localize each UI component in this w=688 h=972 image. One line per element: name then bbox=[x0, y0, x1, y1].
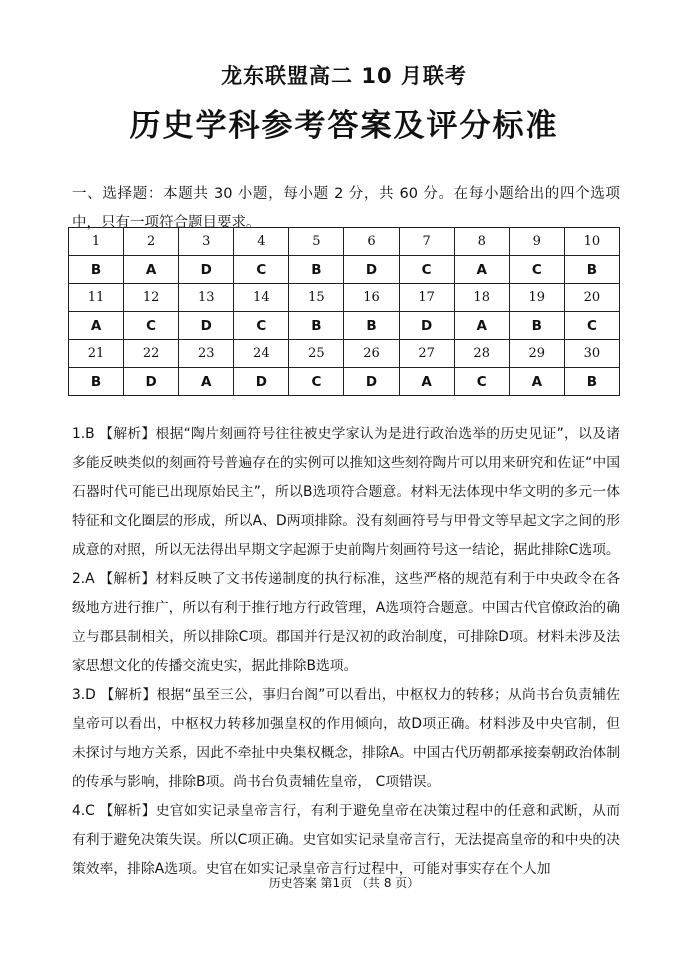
answer-table bbox=[68, 227, 620, 396]
question-number-cell: 10 bbox=[564, 228, 619, 256]
answer-cell: B bbox=[69, 256, 124, 284]
answer-cell: B bbox=[564, 256, 619, 284]
question-number-cell: 23 bbox=[179, 340, 234, 368]
answer-cell: C bbox=[509, 256, 564, 284]
question-number-cell: 1 bbox=[69, 228, 124, 256]
answer-cell: D bbox=[344, 256, 399, 284]
question-number-cell: 4 bbox=[234, 228, 289, 256]
explanation-3: 3.D 【解析】根据“虽至三公，事归台阁”可以看出，中枢权力的转移；从尚书台负责辅佐皇帝可以看出，中枢权力转移加强皇权的作用倾向，故D项正确。材料涉及中央官制，但未探讨与地方关系，因此不牵扯中央集权概念，排除A。中国古代历朝都承接秦朝政治体制的传承与影响，排除B项。尚书台负责辅佐皇帝， C项错误。 bbox=[72, 687, 620, 790]
question-number-cell: 14 bbox=[234, 284, 289, 312]
question-number-cell: 22 bbox=[124, 340, 179, 368]
section-instructions: 一、选择题：本题共 30 小题，每小题 2 分，共 60 分。在每小题给出的四个选项中，只有一项符合题目要求。 bbox=[72, 186, 620, 231]
answer-cell: B bbox=[509, 312, 564, 340]
question-number-cell: 20 bbox=[564, 284, 619, 312]
question-number-cell: 2 bbox=[124, 228, 179, 256]
answer-row bbox=[69, 312, 620, 340]
question-number-cell: 19 bbox=[509, 284, 564, 312]
question-number-cell: 18 bbox=[454, 284, 509, 312]
question-number-row bbox=[69, 340, 620, 368]
answer-cell: A bbox=[179, 368, 234, 396]
question-number-cell: 16 bbox=[344, 284, 399, 312]
explanations bbox=[72, 420, 620, 884]
answer-cell: D bbox=[344, 368, 399, 396]
question-number-cell: 9 bbox=[509, 228, 564, 256]
answer-cell: C bbox=[234, 256, 289, 284]
answer-cell: A bbox=[69, 312, 124, 340]
answer-row bbox=[69, 368, 620, 396]
page-footer: 历史答案 第1页 （共 8 页） bbox=[268, 876, 420, 890]
explanation-1: 1.B 【解析】根据“陶片刻画符号往往被史学家认为是进行政治选举的历史见证”，以及诸多能反映类似的刻画符号普遍存在的实例可以推知这些刻符陶片可以用来研究和佐证“中国石器时代可能已出现原始民主”，所以B选项符合题意。材料无法体现中华文明的多元一体特征和文化圈层的形成，所以A、D两项排除。没有刻画符号与甲骨文等早起文字之间的形成意的对照，所以无法得出早期文字起源于史前陶片刻画符号这一结论，据此排除C选项。 bbox=[72, 426, 620, 558]
question-number-cell: 24 bbox=[234, 340, 289, 368]
answer-cell: D bbox=[399, 312, 454, 340]
question-number-cell: 21 bbox=[69, 340, 124, 368]
explanation-2: 2.A 【解析】材料反映了文书传递制度的执行标准，这些严格的规范有利于中央政令在各级地方进行推广，所以有利于推行地方行政管理，A选项符合题意。中国古代官僚政治的确立与郡县制相关，所以排除C项。郡国并行是汉初的政治制度，可排除D项。材料未涉及法家思想文化的传播交流史实，据此排除B选项。 bbox=[72, 571, 620, 674]
answer-cell: C bbox=[564, 312, 619, 340]
answer-cell: C bbox=[124, 312, 179, 340]
question-number-cell: 11 bbox=[69, 284, 124, 312]
document-subtitle: 历史学科参考答案及评分标准 bbox=[129, 108, 559, 144]
question-number-cell: 27 bbox=[399, 340, 454, 368]
answer-row bbox=[69, 256, 620, 284]
answer-cell: D bbox=[179, 312, 234, 340]
question-number-cell: 25 bbox=[289, 340, 344, 368]
question-number-cell: 13 bbox=[179, 284, 234, 312]
answer-cell: A bbox=[124, 256, 179, 284]
answer-cell: B bbox=[69, 368, 124, 396]
question-number-cell: 5 bbox=[289, 228, 344, 256]
question-number-cell: 12 bbox=[124, 284, 179, 312]
answer-cell: A bbox=[454, 256, 509, 284]
answer-cell: D bbox=[124, 368, 179, 396]
question-number-cell: 30 bbox=[564, 340, 619, 368]
answer-cell: C bbox=[399, 256, 454, 284]
answer-cell: A bbox=[454, 312, 509, 340]
question-number-cell: 26 bbox=[344, 340, 399, 368]
answer-cell: C bbox=[454, 368, 509, 396]
answer-cell: D bbox=[234, 368, 289, 396]
question-number-cell: 6 bbox=[344, 228, 399, 256]
question-number-cell: 28 bbox=[454, 340, 509, 368]
question-number-cell: 3 bbox=[179, 228, 234, 256]
answer-cell: B bbox=[289, 256, 344, 284]
question-number-cell: 17 bbox=[399, 284, 454, 312]
answer-cell: B bbox=[564, 368, 619, 396]
answer-cell: B bbox=[289, 312, 344, 340]
answer-cell: B bbox=[344, 312, 399, 340]
answer-cell: A bbox=[399, 368, 454, 396]
explanation-4: 4.C 【解析】史官如实记录皇帝言行，有利于避免皇帝在决策过程中的任意和武断，从而有利于避免决策失误。所以C项正确。史官如实记录皇帝言行，无法提高皇帝的和中央的决策效率，排除A选项。史官在如实记录皇帝言行过程中，可能对事实存在个人加 bbox=[72, 803, 620, 877]
answer-cell: C bbox=[234, 312, 289, 340]
exam-title: 龙东联盟高二 10 月联考 bbox=[221, 64, 467, 88]
answer-cell: D bbox=[179, 256, 234, 284]
answer-cell: C bbox=[289, 368, 344, 396]
question-number-cell: 15 bbox=[289, 284, 344, 312]
question-number-cell: 7 bbox=[399, 228, 454, 256]
question-number-cell: 29 bbox=[509, 340, 564, 368]
question-number-row bbox=[69, 284, 620, 312]
answer-cell: A bbox=[509, 368, 564, 396]
question-number-cell: 8 bbox=[454, 228, 509, 256]
question-number-row bbox=[69, 228, 620, 256]
